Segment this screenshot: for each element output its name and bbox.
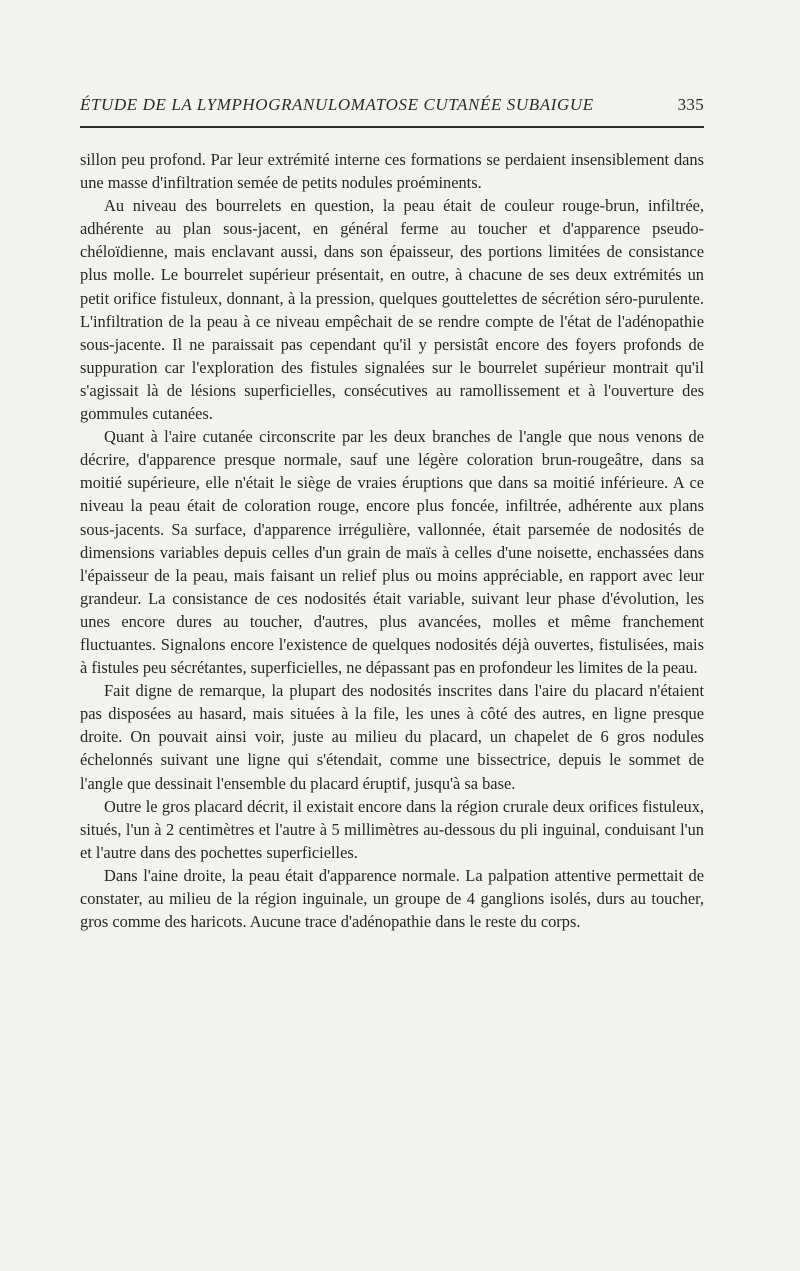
body-text (80, 148, 704, 933)
book-page (80, 95, 704, 933)
paragraph-region-crurale: Outre le gros placard décrit, il existait encore dans la région crurale deux orifices fistuleux, situés, l'un à 2 centimètres et l'autre à 5 millimètres au-dessous du pli inguinal, conduisant l'un et l'autre dans des pochettes superficielles. (80, 796, 704, 862)
page-number: 335 (677, 95, 704, 114)
header-rule (80, 126, 704, 128)
running-header (80, 95, 704, 119)
paragraph-aire-cutanee: Quant à l'aire cutanée circonscrite par les deux branches de l'angle que nous venons de décrire, d'apparence presque normale, sauf une légère coloration brun-rougeâtre, dans sa moitié supérieure, elle n'était le siège de vraies éruptions que dans sa moitié inférieure. A ce niveau la peau était de coloration rouge, encore plus foncée, infiltrée, adhérente aux plans sous-jacents. Sa surface, d'apparence irrégulière, vallonnée, était parsemée de nodosités de dimensions variables depuis celles d'un grain de maïs à celles d'une noisette, enchassées dans l'épaisseur de la peau, mais faisant un relief plus ou moins appréciable, en rapport avec leur grandeur. La consistance de ces nodosités était variable, suivant leur phase d'évolution, les unes encore dures au toucher, d'autres, plus avancées, molles et même franchement fluctuantes. Signalons encore l'existence de quelques nodosités déjà ouvertes, fistulisées, mais à fistules peu sécrétantes, superficielles, ne dépassant pas en profondeur les limites de la peau. (80, 427, 704, 678)
paragraph-aine-droite: Dans l'aine droite, la peau était d'apparence normale. La palpation attentive permettait de constater, au milieu de la région inguinale, un groupe de 4 ganglions isolés, durs au toucher, gros comme des haricots. Aucune trace d'adénopathie dans le reste du corps. (80, 865, 704, 932)
paragraph-remarque: Fait digne de remarque, la plupart des nodosités inscrites dans l'aire du placard n'étaient pas disposées au hasard, mais situées à la file, les unes à côté des autres, en ligne presque droite. On pouvait ainsi voir, juste au milieu du placard, un chapelet de 6 gros nodules échelonnés suivant une ligne qui s'étendait, comme une bissectrice, depuis le sommet de l'angle que dessinait l'ensemble du placard éruptif, jusqu'à sa base. (80, 681, 704, 793)
running-title: ÉTUDE DE LA LYMPHOGRANULOMATOSE CUTANÉE SUBAIGUE (80, 95, 594, 114)
paragraph-bourrelets: Au niveau des bourrelets en question, la peau était de couleur rouge-brun, infiltrée, adhérente au plan sous-jacent, en général ferme au toucher et d'apparence pseudo-chéloïdienne, mais enclavant aussi, dans son épaisseur, des portions limitées de consistance plus molle. Le bourrelet supérieur présentait, en outre, à chacune de ses deux extrémités un petit orifice fistuleux, donnant, à la pression, quelques gouttelettes de sécrétion séro-purulente. L'infiltration de la peau à ce niveau empêchait de se rendre compte de l'état de l'adénopathie sous-jacente. Il ne paraissait pas cependant qu'il y persistât encore des foyers profonds de suppuration car l'exploration des fistules signalées sur le bourrelet supérieur montrait qu'il s'agissait là de lésions superficielles, consécutives au ramollissement et à l'ouverture des gommules cutanées. (80, 196, 704, 424)
paragraph-continuation: sillon peu profond. Par leur extrémité interne ces formations se perdaient insensiblement dans une masse d'infiltration semée de petits nodules proéminents. (80, 150, 704, 193)
